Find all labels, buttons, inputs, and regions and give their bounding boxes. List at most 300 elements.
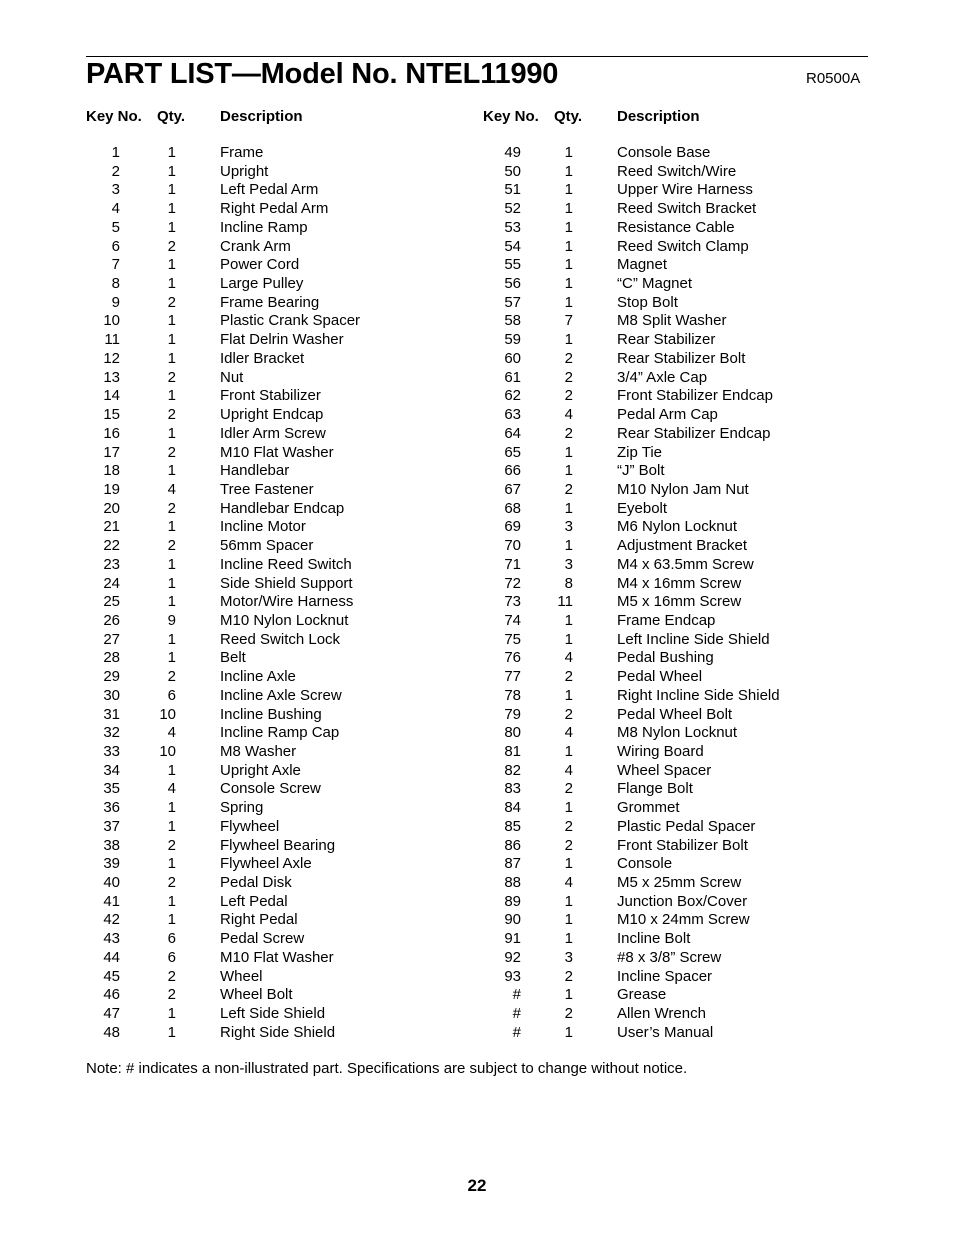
part-description: Right Pedal xyxy=(220,911,298,929)
table-row xyxy=(0,818,954,837)
part-description: Allen Wrench xyxy=(617,1005,706,1023)
part-quantity: 1 xyxy=(167,892,176,910)
part-description: Side Shield Support xyxy=(220,574,353,592)
part-description: Front Stabilizer Bolt xyxy=(617,836,748,854)
table-row xyxy=(0,762,954,781)
part-quantity: 7 xyxy=(564,312,573,330)
part-quantity: 2 xyxy=(167,836,176,854)
part-description: Rear Stabilizer Endcap xyxy=(617,424,771,442)
part-key-number: 85 xyxy=(504,817,521,835)
part-description: Right Side Shield xyxy=(220,1023,336,1041)
part-description: Frame Bearing xyxy=(220,293,320,311)
part-description: Pedal Disk xyxy=(220,874,292,892)
table-row xyxy=(0,930,954,949)
part-quantity: 6 xyxy=(167,686,176,704)
part-quantity: 4 xyxy=(167,480,176,498)
part-quantity: 2 xyxy=(564,817,573,835)
part-quantity: 4 xyxy=(564,406,573,424)
part-key-number: 13 xyxy=(103,368,120,386)
part-description: Left Side Shield xyxy=(220,1005,326,1023)
part-key-number: 39 xyxy=(103,855,120,873)
part-quantity: 1 xyxy=(564,200,573,218)
part-quantity: 6 xyxy=(167,948,176,966)
part-quantity: 1 xyxy=(564,181,573,199)
part-key-number: 82 xyxy=(504,761,521,779)
part-key-number: 83 xyxy=(504,780,521,798)
part-quantity: 4 xyxy=(564,649,573,667)
part-quantity: 2 xyxy=(167,443,176,461)
part-description: Plastic Pedal Spacer xyxy=(617,817,756,835)
table-row xyxy=(0,1005,954,1024)
part-description: Spring xyxy=(220,799,264,817)
part-key-number: 63 xyxy=(504,406,521,424)
table-row xyxy=(0,331,954,350)
part-key-number: 80 xyxy=(504,724,521,742)
part-quantity: 2 xyxy=(564,705,573,723)
part-quantity: 2 xyxy=(167,986,176,1004)
part-key-number: 73 xyxy=(504,593,521,611)
part-description: Flywheel Bearing xyxy=(220,836,336,854)
table-row xyxy=(0,855,954,874)
part-key-number: 90 xyxy=(504,911,521,929)
part-quantity: 1 xyxy=(167,1005,176,1023)
part-description: Belt xyxy=(220,649,246,667)
part-description: Console xyxy=(617,855,673,873)
part-description: 3/4” Axle Cap xyxy=(617,368,708,386)
part-description: M5 x 16mm Screw xyxy=(617,593,742,611)
part-quantity: 1 xyxy=(564,162,573,180)
table-row xyxy=(0,743,954,762)
part-quantity: 2 xyxy=(564,836,573,854)
part-quantity: 2 xyxy=(564,349,573,367)
table-row xyxy=(0,949,954,968)
part-quantity: 1 xyxy=(564,218,573,236)
part-key-number: # xyxy=(512,1005,521,1023)
part-description: User’s Manual xyxy=(617,1023,714,1041)
part-quantity: 2 xyxy=(564,668,573,686)
part-quantity: 4 xyxy=(167,780,176,798)
part-quantity: 2 xyxy=(564,387,573,405)
table-row xyxy=(0,481,954,500)
part-description: Pedal Screw xyxy=(220,930,305,948)
part-quantity: 3 xyxy=(564,948,573,966)
part-key-number: 75 xyxy=(504,630,521,648)
part-description: Flat Delrin Washer xyxy=(220,331,344,349)
part-quantity: 1 xyxy=(167,630,176,648)
part-description: Eyebolt xyxy=(617,499,668,517)
part-key-number: 71 xyxy=(504,555,521,573)
part-key-number: 58 xyxy=(504,312,521,330)
table-row xyxy=(0,631,954,650)
part-key-number: 64 xyxy=(504,424,521,442)
part-description: Incline Spacer xyxy=(617,967,713,985)
part-description: Zip Tie xyxy=(617,443,663,461)
part-key-number: 7 xyxy=(111,256,120,274)
part-description: Incline Ramp Cap xyxy=(220,724,340,742)
part-quantity: 1 xyxy=(564,293,573,311)
part-key-number: 55 xyxy=(504,256,521,274)
part-key-number: 77 xyxy=(504,668,521,686)
part-description: Wheel Bolt xyxy=(220,986,293,1004)
part-key-number: 29 xyxy=(103,668,120,686)
part-description: M10 Flat Washer xyxy=(220,948,334,966)
table-row xyxy=(0,575,954,594)
part-quantity: 1 xyxy=(167,799,176,817)
part-key-number: 37 xyxy=(103,817,120,835)
part-key-number: 40 xyxy=(103,874,120,892)
table-row xyxy=(0,200,954,219)
part-quantity: 1 xyxy=(564,630,573,648)
part-key-number: 38 xyxy=(103,836,120,854)
table-row xyxy=(0,369,954,388)
part-key-number: 3 xyxy=(111,181,120,199)
part-quantity: 1 xyxy=(564,443,573,461)
part-quantity: 4 xyxy=(564,874,573,892)
table-row xyxy=(0,780,954,799)
part-key-number: 86 xyxy=(504,836,521,854)
part-quantity: 1 xyxy=(564,743,573,760)
part-key-number: 61 xyxy=(504,368,521,386)
part-quantity: 1 xyxy=(564,1023,573,1041)
table-row xyxy=(0,238,954,257)
part-description: Console Screw xyxy=(220,780,321,798)
part-description: Right Pedal Arm xyxy=(220,200,329,218)
page-title: PART LIST—Model No. NTEL11990 xyxy=(86,58,559,90)
part-description: Right Incline Side Shield xyxy=(617,686,780,704)
part-description: “C” Magnet xyxy=(617,275,693,293)
part-description: M6 Nylon Locknut xyxy=(617,518,738,536)
part-key-number: 93 xyxy=(504,967,521,985)
part-key-number: 54 xyxy=(504,237,521,255)
page-number: 22 xyxy=(467,1176,487,1195)
table-row xyxy=(0,893,954,912)
part-key-number: 12 xyxy=(103,349,120,367)
right-header-qty: Qty. xyxy=(554,108,583,125)
part-quantity: 1 xyxy=(564,237,573,255)
part-key-number: 28 xyxy=(103,649,120,667)
part-quantity: 2 xyxy=(167,874,176,892)
table-row xyxy=(0,275,954,294)
part-quantity: 2 xyxy=(167,537,176,555)
part-description: 56mm Spacer xyxy=(220,537,314,555)
top-rule xyxy=(86,56,868,57)
part-quantity: 1 xyxy=(167,312,176,330)
table-row xyxy=(0,350,954,369)
part-key-number: 16 xyxy=(103,424,120,442)
part-description: #8 x 3/8” Screw xyxy=(617,948,722,966)
table-row xyxy=(0,668,954,687)
part-key-number: 4 xyxy=(111,200,120,218)
table-row xyxy=(0,256,954,275)
part-key-number: 35 xyxy=(103,780,120,798)
part-key-number: 43 xyxy=(103,930,120,948)
table-row xyxy=(0,181,954,200)
part-description: Reed Switch Lock xyxy=(220,630,341,648)
part-key-number: 67 xyxy=(504,480,521,498)
table-row xyxy=(0,968,954,987)
part-quantity: 10 xyxy=(159,705,176,723)
part-description: Left Incline Side Shield xyxy=(617,630,770,648)
part-quantity: 1 xyxy=(167,256,176,274)
part-quantity: 6 xyxy=(167,930,176,948)
part-quantity: 2 xyxy=(564,780,573,798)
part-quantity: 1 xyxy=(167,144,176,161)
table-row xyxy=(0,537,954,556)
part-description: Junction Box/Cover xyxy=(617,892,748,910)
part-quantity: 1 xyxy=(167,649,176,667)
part-description: M10 Nylon Locknut xyxy=(220,611,349,629)
part-quantity: 1 xyxy=(564,799,573,817)
part-description: M10 x 24mm Screw xyxy=(617,911,750,929)
table-row xyxy=(0,312,954,331)
part-key-number: 87 xyxy=(504,855,521,873)
part-description: Reed Switch/Wire xyxy=(617,162,737,180)
part-key-number: 5 xyxy=(111,218,120,236)
part-key-number: 22 xyxy=(103,537,120,555)
part-key-number: 60 xyxy=(504,349,521,367)
part-description: Pedal Wheel Bolt xyxy=(617,705,733,723)
part-description: Frame xyxy=(220,144,264,161)
part-quantity: 1 xyxy=(564,499,573,517)
part-key-number: 33 xyxy=(103,743,120,760)
part-description: Pedal Wheel xyxy=(617,668,703,686)
part-description: M8 Washer xyxy=(220,743,297,760)
part-key-number: 21 xyxy=(103,518,120,536)
table-row xyxy=(0,518,954,537)
part-key-number: 19 xyxy=(103,480,120,498)
part-description: Front Stabilizer xyxy=(220,387,321,405)
part-key-number: 25 xyxy=(103,593,120,611)
part-description: M10 Flat Washer xyxy=(220,443,334,461)
part-quantity: 4 xyxy=(564,761,573,779)
part-key-number: # xyxy=(512,986,521,1004)
part-description: Handlebar xyxy=(220,462,290,480)
part-key-number: 27 xyxy=(103,630,120,648)
table-row xyxy=(0,387,954,406)
table-row xyxy=(0,425,954,444)
part-key-number: 10 xyxy=(103,312,120,330)
part-description: Plastic Crank Spacer xyxy=(220,312,361,330)
part-key-number: 78 xyxy=(504,686,521,704)
table-row xyxy=(0,649,954,668)
part-quantity: 1 xyxy=(564,256,573,274)
table-row xyxy=(0,294,954,313)
left-header-description: Description xyxy=(220,108,303,125)
part-description: Idler Arm Screw xyxy=(220,424,326,442)
part-key-number: 9 xyxy=(111,293,120,311)
part-description: Power Cord xyxy=(220,256,300,274)
table-row xyxy=(0,219,954,238)
part-description: Rear Stabilizer Bolt xyxy=(617,349,746,367)
part-description: Upright xyxy=(220,162,269,180)
part-description: Incline Axle Screw xyxy=(220,686,342,704)
part-description: Upper Wire Harness xyxy=(617,181,753,199)
part-quantity: 1 xyxy=(167,761,176,779)
part-description: Incline Reed Switch xyxy=(220,555,352,573)
part-description: Grease xyxy=(617,986,667,1004)
part-quantity: 1 xyxy=(167,574,176,592)
part-key-number: 23 xyxy=(103,555,120,573)
part-quantity: 4 xyxy=(564,724,573,742)
part-key-number: 56 xyxy=(504,275,521,293)
part-key-number: 31 xyxy=(103,705,120,723)
part-quantity: 1 xyxy=(167,349,176,367)
table-row xyxy=(0,874,954,893)
part-quantity: 2 xyxy=(564,368,573,386)
part-key-number: 1 xyxy=(111,144,120,161)
document-code: R0500A xyxy=(806,70,861,87)
part-quantity: 1 xyxy=(167,555,176,573)
part-description: Nut xyxy=(220,368,244,386)
part-description: Motor/Wire Harness xyxy=(220,593,354,611)
part-description: Resistance Cable xyxy=(617,218,735,236)
part-key-number: 24 xyxy=(103,574,120,592)
part-key-number: 81 xyxy=(504,743,521,760)
part-key-number: 84 xyxy=(504,799,521,817)
table-row xyxy=(0,593,954,612)
right-header-key: Key No. xyxy=(483,108,539,125)
part-key-number: 44 xyxy=(103,948,120,966)
part-key-number: 14 xyxy=(103,387,120,405)
part-quantity: 2 xyxy=(167,406,176,424)
table-row xyxy=(0,556,954,575)
part-key-number: 46 xyxy=(103,986,120,1004)
part-key-number: 57 xyxy=(504,293,521,311)
part-key-number: 8 xyxy=(111,275,120,293)
part-description: Reed Switch Bracket xyxy=(617,200,757,218)
part-description: Magnet xyxy=(617,256,668,274)
part-key-number: 92 xyxy=(504,948,521,966)
part-key-number: 51 xyxy=(504,181,521,199)
left-header-qty: Qty. xyxy=(157,108,186,125)
part-description: Incline Ramp xyxy=(220,218,308,236)
part-key-number: 47 xyxy=(103,1005,120,1023)
part-description: Incline Motor xyxy=(220,518,306,536)
part-quantity: 1 xyxy=(564,275,573,293)
part-key-number: 59 xyxy=(504,331,521,349)
part-description: Handlebar Endcap xyxy=(220,499,345,517)
part-key-number: 17 xyxy=(103,443,120,461)
part-description: Upright Endcap xyxy=(220,406,324,424)
part-quantity: 2 xyxy=(167,368,176,386)
part-quantity: 9 xyxy=(167,611,176,629)
part-description: M4 x 63.5mm Screw xyxy=(617,555,754,573)
part-quantity: 1 xyxy=(564,855,573,873)
left-header-key: Key No. xyxy=(86,108,142,125)
part-key-number: 68 xyxy=(504,499,521,517)
part-key-number: 72 xyxy=(504,574,521,592)
part-quantity: 1 xyxy=(564,892,573,910)
table-row xyxy=(0,444,954,463)
part-quantity: 3 xyxy=(564,518,573,536)
part-description: M10 Nylon Jam Nut xyxy=(617,480,749,498)
part-quantity: 2 xyxy=(564,967,573,985)
part-quantity: 2 xyxy=(167,499,176,517)
part-quantity: 11 xyxy=(557,593,573,611)
part-quantity: 8 xyxy=(564,574,573,592)
part-key-number: 42 xyxy=(103,911,120,929)
part-quantity: 4 xyxy=(167,724,176,742)
part-quantity: 2 xyxy=(167,967,176,985)
part-description: Adjustment Bracket xyxy=(617,537,748,555)
part-key-number: 70 xyxy=(504,537,521,555)
part-description: M8 Split Washer xyxy=(617,312,727,330)
part-key-number: 20 xyxy=(103,499,120,517)
part-quantity: 1 xyxy=(564,911,573,929)
part-quantity: 1 xyxy=(167,518,176,536)
part-quantity: 1 xyxy=(167,387,176,405)
part-key-number: 79 xyxy=(504,705,521,723)
part-quantity: 1 xyxy=(167,593,176,611)
part-key-number: 45 xyxy=(103,967,120,985)
table-row xyxy=(0,986,954,1005)
part-quantity: 1 xyxy=(167,911,176,929)
part-description: Upright Axle xyxy=(220,761,301,779)
part-key-number: 50 xyxy=(504,162,521,180)
table-row xyxy=(0,163,954,182)
part-key-number: 26 xyxy=(103,611,120,629)
part-quantity: 1 xyxy=(167,181,176,199)
part-quantity: 1 xyxy=(167,462,176,480)
part-description: Incline Axle xyxy=(220,668,296,686)
part-quantity: 2 xyxy=(167,237,176,255)
part-description: Idler Bracket xyxy=(220,349,305,367)
part-quantity: 2 xyxy=(564,424,573,442)
part-description: Pedal Arm Cap xyxy=(617,406,718,424)
part-key-number: 11 xyxy=(104,331,120,349)
parts-column-right xyxy=(0,144,954,1043)
part-description: Tree Fastener xyxy=(220,480,314,498)
part-key-number: 53 xyxy=(504,218,521,236)
table-row xyxy=(0,612,954,631)
part-description: Frame Endcap xyxy=(617,611,716,629)
part-description: Pedal Bushing xyxy=(617,649,714,667)
part-key-number: 74 xyxy=(504,611,521,629)
part-quantity: 1 xyxy=(167,424,176,442)
part-description: M8 Nylon Locknut xyxy=(617,724,738,742)
part-key-number: 41 xyxy=(103,892,120,910)
part-key-number: 34 xyxy=(103,761,120,779)
part-description: Front Stabilizer Endcap xyxy=(617,387,773,405)
part-description: Crank Arm xyxy=(220,237,291,255)
part-key-number: 52 xyxy=(504,200,521,218)
table-row xyxy=(0,406,954,425)
part-quantity: 3 xyxy=(564,555,573,573)
part-quantity: 1 xyxy=(564,611,573,629)
part-key-number: 65 xyxy=(504,443,521,461)
table-row xyxy=(0,911,954,930)
part-key-number: 2 xyxy=(111,162,120,180)
part-description: Stop Bolt xyxy=(617,293,678,311)
part-key-number: 66 xyxy=(504,462,521,480)
part-quantity: 1 xyxy=(167,1023,176,1041)
part-quantity: 1 xyxy=(564,986,573,1004)
part-key-number: 36 xyxy=(103,799,120,817)
part-quantity: 2 xyxy=(167,668,176,686)
part-description: Reed Switch Clamp xyxy=(617,237,749,255)
part-quantity: 1 xyxy=(167,275,176,293)
part-quantity: 2 xyxy=(564,1005,573,1023)
table-row xyxy=(0,799,954,818)
part-description: Wheel Spacer xyxy=(617,761,712,779)
part-description: Large Pulley xyxy=(220,275,304,293)
part-description: Flywheel xyxy=(220,817,280,835)
part-key-number: 91 xyxy=(504,930,521,948)
table-row xyxy=(0,144,954,163)
part-quantity: 1 xyxy=(564,930,573,948)
part-quantity: 1 xyxy=(167,331,176,349)
part-description: Left Pedal Arm xyxy=(220,181,319,199)
